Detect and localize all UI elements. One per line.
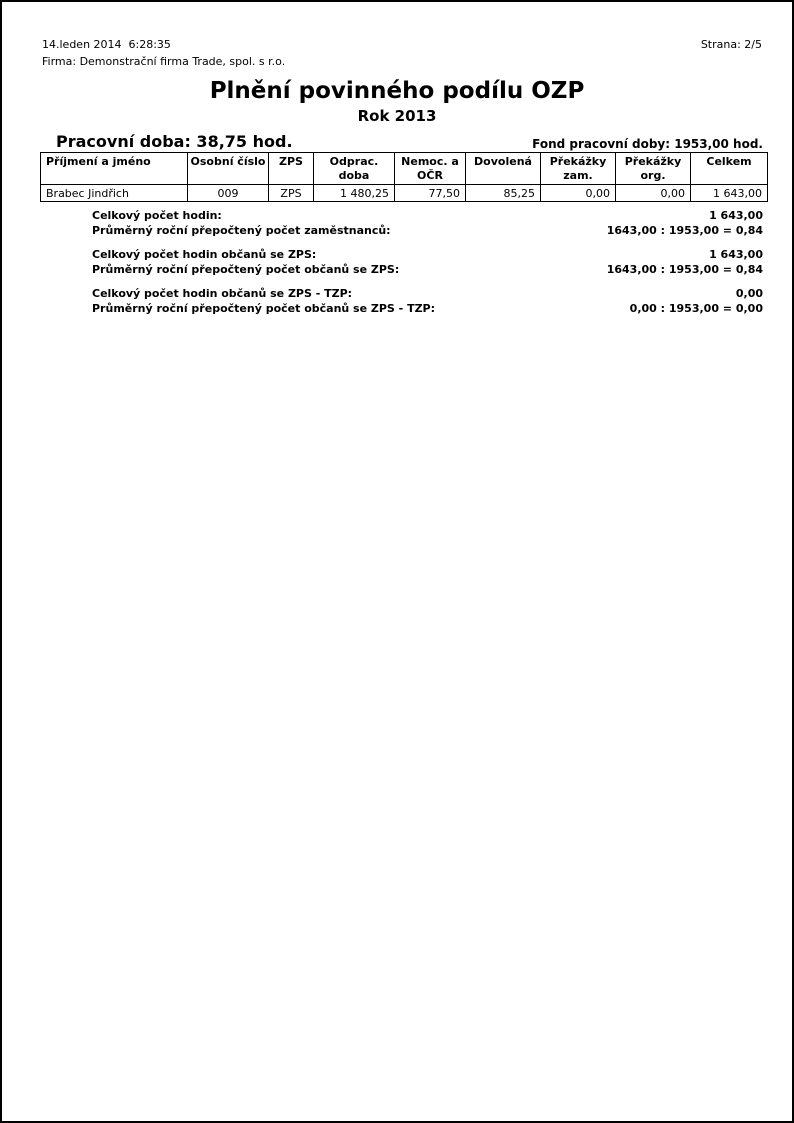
cell-zps: ZPS: [269, 185, 314, 202]
table-header-row: [41, 153, 768, 185]
summary-value: 0,00: [735, 287, 763, 300]
employees-table: [40, 152, 768, 202]
col-header-name: Příjmení a jméno: [41, 153, 188, 185]
summary-line: [40, 286, 763, 301]
summary-label: Celkový počet hodin občanů se ZPS:: [92, 248, 317, 261]
col-header-total: Celkem: [691, 153, 768, 185]
summary-section: [40, 208, 763, 316]
summary-value: 1643,00 : 1953,00 = 0,84: [606, 263, 763, 276]
worktime-row: [40, 132, 763, 151]
summary-line: [40, 223, 763, 238]
cell-personal-number: 009: [188, 185, 269, 202]
col-header-vacation: Dovolená: [466, 153, 541, 185]
company-line: Firma: Demonstrační firma Trade, spol. s r.o.: [42, 55, 286, 68]
cell-obstacles-emp: 0,00: [541, 185, 616, 202]
report-datetime: 14.leden 2014 6:28:35: [42, 38, 171, 51]
summary-group-total: [40, 208, 763, 238]
work-hours-label: Pracovní doba: 38,75 hod.: [56, 132, 293, 151]
cell-name: Brabec Jindřich: [41, 185, 188, 202]
summary-value: 1643,00 : 1953,00 = 0,84: [606, 224, 763, 237]
cell-worked-time: 1 480,25: [314, 185, 395, 202]
summary-group-zps-tzp: [40, 286, 763, 316]
report-title: Plnění povinného podílu OZP: [209, 78, 585, 104]
summary-label: Průměrný roční přepočtený počet občanů se ZPS:: [92, 263, 400, 276]
summary-line: [40, 208, 763, 223]
page-number: Strana: 2/5: [700, 38, 762, 51]
work-fund-label: Fond pracovní doby: 1953,00 hod.: [532, 137, 763, 151]
summary-label: Průměrný roční přepočtený počet zaměstnanců:: [92, 224, 391, 237]
report-subtitle: Rok 2013: [357, 107, 437, 125]
summary-group-zps: [40, 247, 763, 277]
col-header-personal-number: Osobní číslo: [188, 153, 269, 185]
cell-total: 1 643,00: [691, 185, 768, 202]
cell-sickness: 77,50: [395, 185, 466, 202]
summary-value: 1 643,00: [709, 248, 763, 261]
col-header-worked-time: Odprac. doba: [314, 153, 395, 185]
summary-line: [40, 247, 763, 262]
col-header-obstacles-emp: Překážky zam.: [541, 153, 616, 185]
summary-value: 0,00 : 1953,00 = 0,00: [629, 302, 763, 315]
summary-label: Celkový počet hodin občanů se ZPS - TZP:: [92, 287, 353, 300]
col-header-obstacles-org: Překážky org.: [616, 153, 691, 185]
summary-label: Průměrný roční přepočtený počet občanů se ZPS - TZP:: [92, 302, 436, 315]
summary-label: Celkový počet hodin:: [92, 209, 222, 222]
cell-obstacles-org: 0,00: [616, 185, 691, 202]
table-row: [41, 185, 768, 202]
col-header-zps: ZPS: [269, 153, 314, 185]
summary-line: [40, 301, 763, 316]
cell-vacation: 85,25: [466, 185, 541, 202]
summary-line: [40, 262, 763, 277]
page-header: [2, 2, 792, 52]
summary-value: 1 643,00: [709, 209, 763, 222]
col-header-sickness: Nemoc. a OČR: [395, 153, 466, 185]
